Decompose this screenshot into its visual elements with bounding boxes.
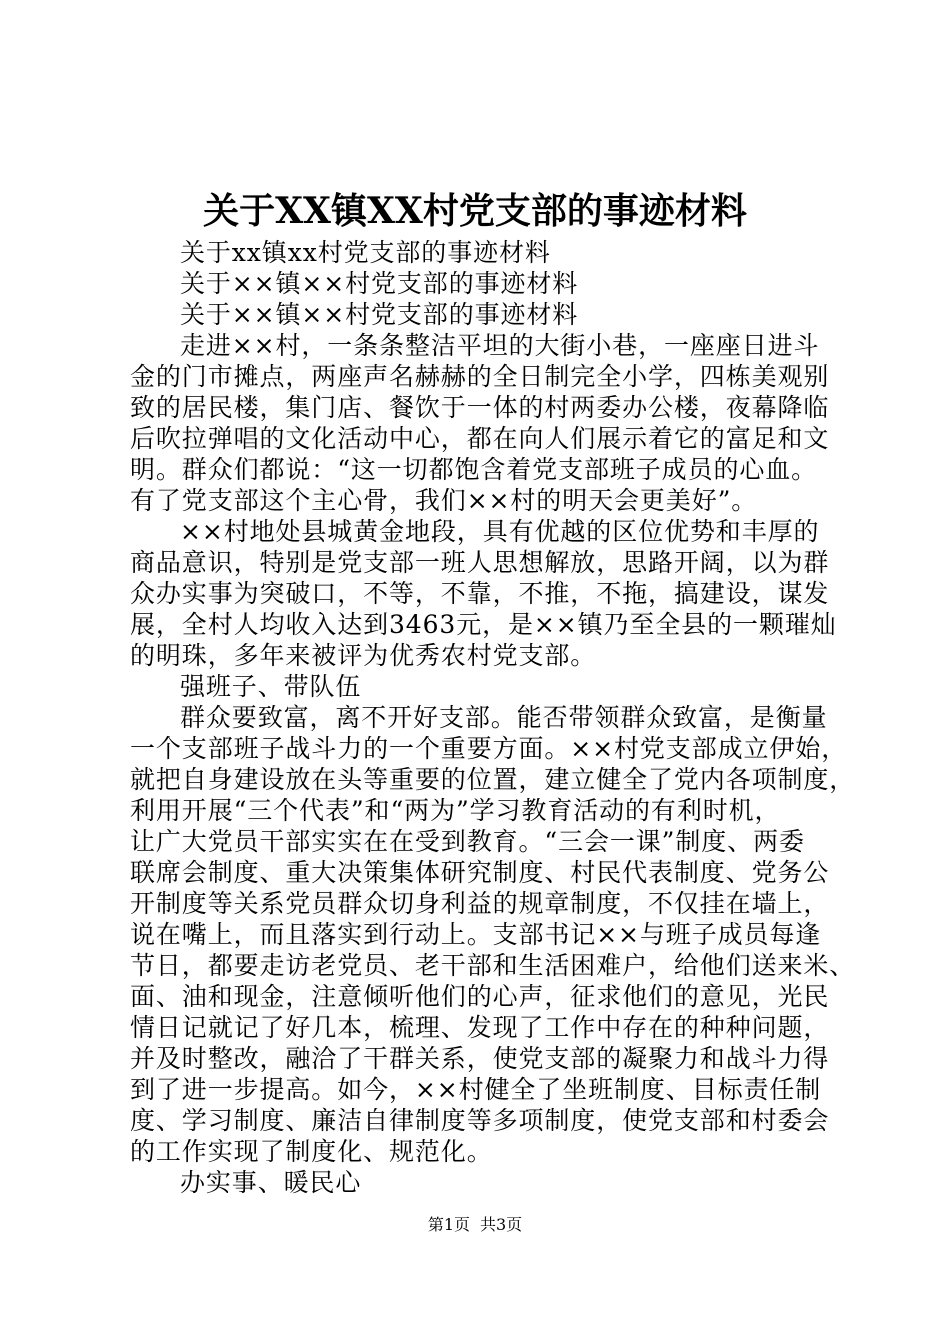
text-line: 节日，都要走访老党员、老干部和生活困难户，给他们送来米、 [130, 951, 856, 980]
text-line: 让广大党员干部实实在在受到教育。“三会一课”制度、两委 [130, 827, 805, 856]
page-number: 第1页 [427, 1215, 470, 1234]
text-line: 众办实事为突破口，不等，不靠，不推，不拖，搞建设，谋发 [130, 579, 830, 608]
text-line: 到了进一步提高。如今，××村健全了坐班制度、目标责任制 [130, 1075, 822, 1104]
page-footer [0, 1213, 950, 1237]
text-line: ××村地处县城黄金地段，具有优越的区位优势和丰厚的 [180, 517, 820, 546]
text-line: 并及时整改，融洽了干群关系，使党支部的凝聚力和战斗力得 [130, 1044, 830, 1073]
page-total: 共3页 [480, 1215, 523, 1234]
text-line: 利用开展“三个代表”和“两为”学习教育活动的有利时机， [130, 796, 781, 825]
text-line: 走进××村，一条条整洁平坦的大街小巷，一座座日进斗 [180, 331, 820, 360]
text-line: 就把自身建设放在头等重要的位置，建立健全了党内各项制度， [130, 765, 856, 794]
text-line: 商品意识，特别是党支部一班人思想解放，思路开阔，以为群 [130, 548, 830, 577]
text-line: 展，全村人均收入达到3463元，是××镇乃至全县的一颗璀灿 [130, 610, 837, 639]
text-line: 群众要致富，离不开好支部。能否带领群众致富，是衡量 [180, 703, 828, 732]
text-line: 后吹拉弹唱的文化活动中心，都在向人们展示着它的富足和文 [130, 424, 830, 453]
text-line: 度、学习制度、廉洁自律制度等多项制度，使党支部和村委会 [130, 1106, 830, 1135]
text-line: 金的门市摊点，两座声名赫赫的全日制完全小学，四栋美观别 [130, 362, 830, 391]
text-line: 开制度等关系党员群众切身利益的规章制度，不仅挂在墙上， [130, 889, 830, 918]
text-line: 有了党支部这个主心骨，我们××村的明天会更美好”。 [130, 486, 758, 515]
text-line: 的明珠，多年来被评为优秀农村党支部。 [130, 641, 597, 670]
document-title: 关于XX镇XX村党支部的事迹材料 [203, 190, 747, 232]
text-line: 关于××镇××村党支部的事迹材料 [180, 300, 579, 329]
document-body [130, 237, 856, 1198]
text-line: 一个支部班子战斗力的一个重要方面。××村党支部成立伊始， [130, 734, 848, 763]
text-line: 强班子、带队伍 [180, 672, 362, 701]
text-line: 的工作实现了制度化、规范化。 [130, 1137, 493, 1166]
text-line: 关于xx镇xx村党支部的事迹材料 [180, 238, 551, 267]
text-line: 情日记就记了好几本，梳理、发现了工作中存在的种种问题， [130, 1013, 830, 1042]
text-line: 办实事、暖民心 [180, 1168, 362, 1197]
text-line: 关于××镇××村党支部的事迹材料 [180, 269, 579, 298]
text-line: 明。群众们都说：“这一切都饱含着党支部班子成员的心血。 [130, 455, 818, 484]
text-line: 致的居民楼，集门店、餐饮于一体的村两委办公楼，夜幕降临 [130, 393, 830, 422]
text-line: 面、油和现金，注意倾听他们的心声，征求他们的意见，光民 [130, 982, 830, 1011]
text-line: 联席会制度、重大决策集体研究制度、村民代表制度、党务公 [130, 858, 830, 887]
text-line: 说在嘴上，而且落实到行动上。支部书记××与班子成员每逢 [130, 920, 822, 949]
